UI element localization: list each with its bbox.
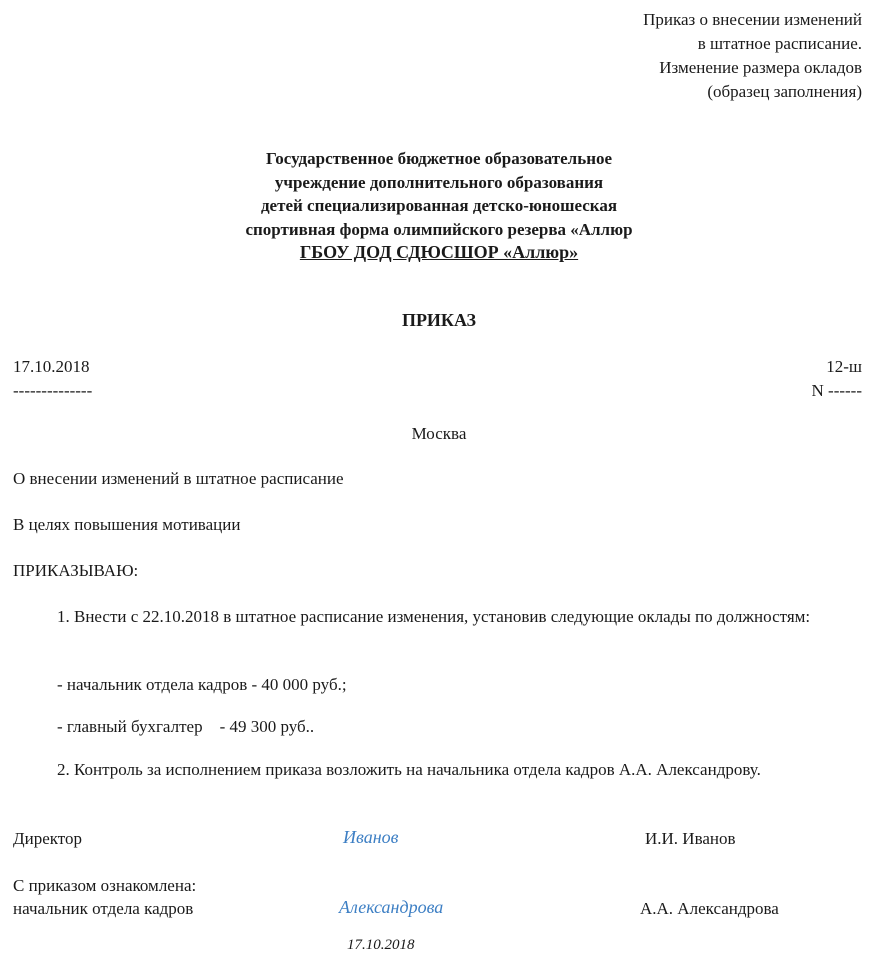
order-purpose: В целях повышения мотивации [13,515,241,534]
order-item-2: 2. Контроль за исполнением приказа возложить на начальника отдела кадров А.А. Александрову. [57,760,761,779]
order-item-1: 1. Внести с 22.10.2018 в штатное расписание изменения, установив следующие оклады по должностям: [57,607,811,626]
acknowledgement-name: А.А. Александрова [640,899,779,918]
organization-name [0,147,878,265]
template-note-line: (образец заполнения) [707,82,862,101]
order-date-placeholder: -------------- [13,381,93,400]
template-note-line: Изменение размера окладов [659,58,862,77]
director-title: Директор [13,829,82,848]
salary-line: - главный бухгалтер - 49 300 руб.. [57,717,315,736]
document-title: ПРИКАЗ [401,310,477,330]
organization-line: учреждение дополнительного образования [274,172,604,192]
director-name: И.И. Иванов [645,829,736,848]
organization-line: спортивная форма олимпийского резерва «Аллюр [245,219,633,239]
order-word: ПРИКАЗЫВАЮ: [13,561,139,580]
order-number: 12-ш [826,357,862,376]
city: Москва [411,424,467,443]
acknowledgement-signature: Александрова [339,897,444,917]
organization-line: детей специализированная детско-юношеская [260,196,618,215]
organization-abbreviation: ГБОУ ДОД СДЮСШОР «Аллюр» [299,242,579,262]
salary-line: - начальник отдела кадров - 40 000 руб.; [57,675,347,694]
order-date: 17.10.2018 [13,357,90,376]
acknowledgement-position: начальник отдела кадров [13,899,194,918]
template-note-line: Приказ о внесении изменений [643,10,862,29]
acknowledgement-date: 17.10.2018 [347,937,415,953]
template-note-line: в штатное расписание. [697,34,862,53]
acknowledgement-caption: С приказом ознакомлена: [13,876,197,895]
order-subject: О внесении изменений в штатное расписание [13,469,344,488]
order-number-placeholder: N ------ [811,381,862,400]
document-template-note [643,8,862,104]
organization-line: Государственное бюджетное образовательное [265,149,613,168]
director-signature: Иванов [343,827,399,847]
